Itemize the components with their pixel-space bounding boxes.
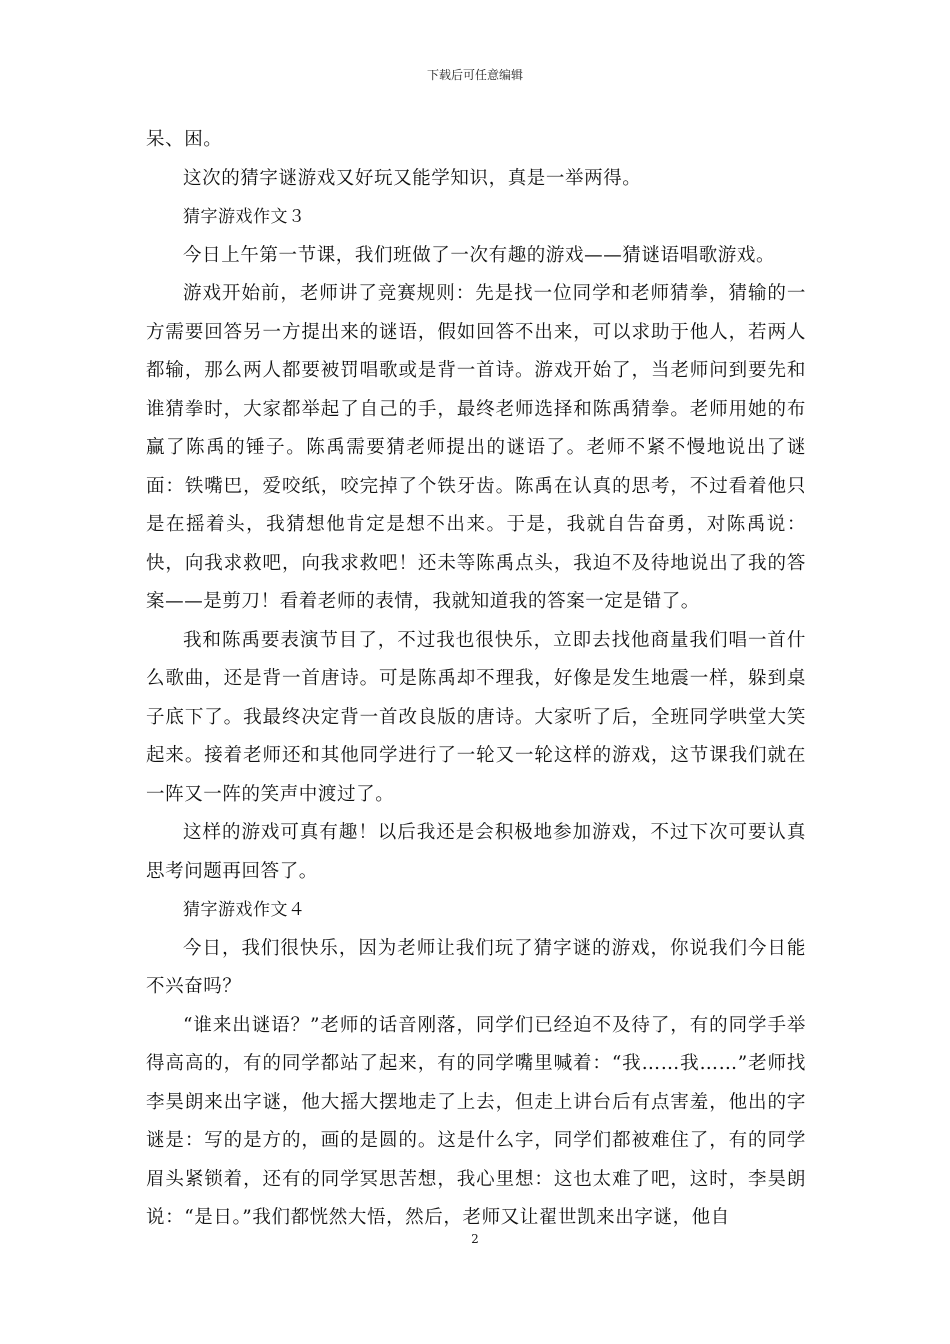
document-body [146,121,806,1238]
paragraph-continuation: 呆、困。 [146,129,223,150]
section-heading-3: 猜字游戏作文３ [183,207,306,227]
paragraph: 我和陈禹要表演节目了，不过我也很快乐，立即去找他商量我们唱一首什么歌曲，还是背一首唐诗。可是陈禹却不理我，好像是发生地震一样，躲到桌子底下了。我最终决定背一首改良版的唐诗。大家听了后，全班同学哄堂大笑起来。接着老师还和其他同学进行了一轮又一轮这样的游戏，这节课我们就在一阵又一阵的笑声中渡过了。 [146,629,806,805]
paragraph: 今日上午第一节课，我们班做了一次有趣的游戏——猜谜语唱歌游戏。 [183,244,776,266]
paragraph-summary: 这次的猜字谜游戏又好玩又能学知识，真是一举两得。 [183,167,642,189]
section-heading-4: 猜字游戏作文４ [183,900,306,920]
page-header: 下载后可任意编辑 [426,68,523,82]
paragraph: 这样的游戏可真有趣！以后我还是会积极地参加游戏，不过下次可要认真思考问题再回答了。 [146,822,806,882]
paragraph: 今日，我们很快乐，因为老师让我们玩了猜字谜的游戏，你说我们今日能不兴奋吗？ [146,937,806,997]
page-number: 2 [471,1232,479,1246]
paragraph: “谁来出谜语？”老师的话音刚落，同学们已经迫不及待了，有的同学手举得高高的，有的同学都站了起来，有的同学嘴里喊着：“我……我……”老师找李昊朗来出字谜，他大摇大摆地走了上去，但走上讲台后有点害羞，他出的字谜是：写的是方的，画的是圆的。这是什么字，同学们都被难住了，有的同学眉头紧锁着，还有的同学冥思苦想，我心里想：这也太难了吧，这时，李昊朗说：“是日。”我们都恍然大悟，然后，老师又让翟世凯来出字谜，他自 [146,1014,806,1228]
paragraph: 游戏开始前，老师讲了竞赛规则：先是找一位同学和老师猜拳，猜输的一方需要回答另一方提出来的谜语，假如回答不出来，可以求助于他人，若两人都输，那么两人都要被罚唱歌或是背一首诗。游戏开始了，当老师问到要先和谁猜拳时，大家都举起了自己的手，最终老师选择和陈禹猜拳。老师用她的布赢了陈禹的锤子。陈禹需要猜老师提出的谜语了。老师不紧不慢地说出了谜面：铁嘴巴，爱咬纸，咬完掉了个铁牙齿。陈禹在认真的思考，不过看着他只是在摇着头，我猜想他肯定是想不出来。于是，我就自告奋勇，对陈禹说：快，向我求救吧，向我求救吧！还未等陈禹点头，我迫不及待地说出了我的答案——是剪刀！看着老师的表情，我就知道我的答案一定是错了。 [146,283,806,612]
